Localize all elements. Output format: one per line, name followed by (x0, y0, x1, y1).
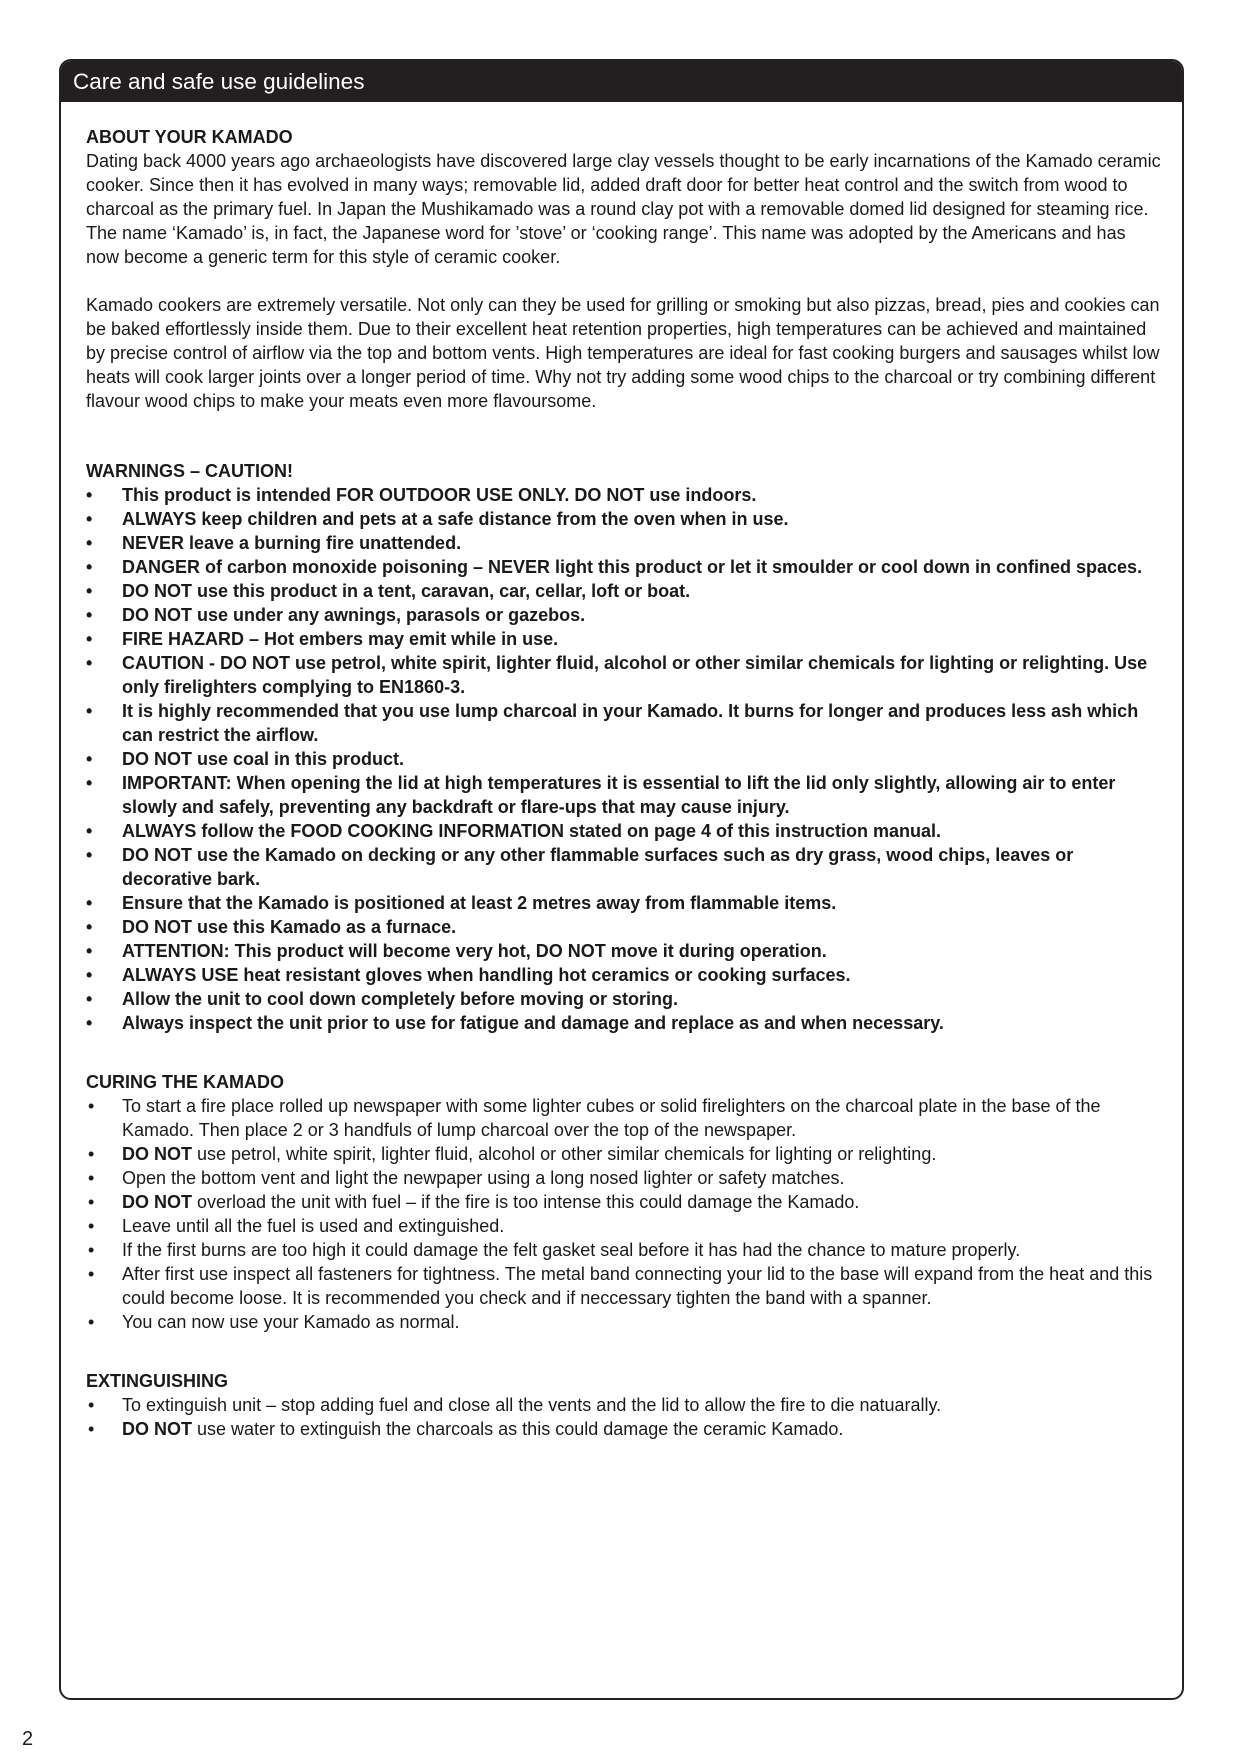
bullet-icon: • (86, 917, 93, 937)
section-header: Care and safe use guidelines (61, 61, 1182, 102)
list-item (86, 531, 1161, 555)
item-text: FIRE HAZARD – Hot embers may emit while in use. (122, 629, 559, 649)
about-paragraph-1: Dating back 4000 years ago archaeologists have discovered large clay vessels thought to be early incarnations of the Kamado ceramic cooker. Since then it has evolved in many ways; removable lid, added draft door for better heat control and the switch from wood to charcoal as the primary fuel. In Japan the Mushikamado was a round clay pot with a removable domed lid designed for steaming rice. The name ‘Kamado’ is, in fact, the Japanese word for ’stove’ or ‘cooking range’. This name was adopted by the Americans and has now become a generic term for this style of ceramic cooker. (86, 151, 1161, 267)
bullet-icon: • (86, 845, 93, 865)
bullet-icon: • (86, 581, 93, 601)
bullet-icon: • (88, 1096, 95, 1116)
item-text: DO NOT use under any awnings, parasols or gazebos. (122, 605, 586, 625)
bullet-icon: • (88, 1192, 95, 1212)
emphasis-text: DO NOT (122, 1192, 192, 1212)
item-text: DO NOT use this product in a tent, caravan, car, cellar, loft or boat. (122, 581, 691, 601)
curing-heading: CURING THE KAMADO (86, 1072, 284, 1092)
list-item (86, 963, 1161, 987)
bullet-icon: • (86, 989, 93, 1009)
list-item (86, 1393, 1161, 1417)
list-item (86, 603, 1161, 627)
list-item (86, 1142, 1161, 1166)
list-item (86, 579, 1161, 603)
item-text: This product is intended FOR OUTDOOR USE ONLY. DO NOT use indoors. (122, 485, 757, 505)
item-text: Allow the unit to cool down completely before moving or storing. (122, 989, 679, 1009)
bullet-icon: • (88, 1312, 95, 1332)
extinguishing-heading: EXTINGUISHING (86, 1371, 229, 1391)
item-text: It is highly recommended that you use lump charcoal in your Kamado. It burns for longer and produces less ash which can restrict the airflow. (122, 701, 1139, 745)
guidelines-panel (59, 59, 1184, 1700)
about-paragraph-2: Kamado cookers are extremely versatile. Not only can they be used for grilling or smoking but also pizzas, bread, pies and cookies can be baked effortlessly inside them. Due to their excellent heat retention properties, high temperatures can be achieved and maintained by precise control of airflow via the top and bottom vents. High temperatures are ideal for fast cooking burgers and sausages whilst low heats will cook larger joints over a longer period of time. Why not try adding some wood chips to the charcoal or try combining different flavour wood chips to make your meats even more flavoursome. (86, 295, 1160, 411)
item-text: DO NOT use this Kamado as a furnace. (122, 917, 457, 937)
list-item (86, 1238, 1161, 1262)
item-text: ALWAYS keep children and pets at a safe distance from the oven when in use. (122, 509, 789, 529)
curing-list (86, 1094, 1161, 1334)
warnings-section (86, 459, 1161, 1035)
bullet-icon: • (86, 1013, 93, 1033)
item-text: IMPORTANT: When opening the lid at high temperatures it is essential to lift the lid only slightly, allowing air to enter slowly and safely, preventing any backdraft or flare-ups that may cause injury. (122, 773, 1116, 817)
page-number: 2 (22, 1728, 34, 1750)
list-item (86, 891, 1161, 915)
item-text: ALWAYS follow the FOOD COOKING INFORMATION stated on page 4 of this instruction manual. (122, 821, 942, 841)
bullet-icon: • (86, 749, 93, 769)
bullet-icon: • (86, 893, 93, 913)
list-item (86, 1417, 1161, 1441)
item-text: use water to extinguish the charcoals as this could damage the ceramic Kamado. (192, 1419, 844, 1439)
item-text: You can now use your Kamado as normal. (122, 1312, 460, 1332)
list-item (86, 1262, 1161, 1310)
list-item (86, 1166, 1161, 1190)
bullet-icon: • (86, 653, 93, 673)
list-item (86, 771, 1161, 819)
bullet-icon: • (86, 509, 93, 529)
bullet-icon: • (88, 1240, 95, 1260)
item-text: ATTENTION: This product will become very hot, DO NOT move it during operation. (122, 941, 827, 961)
guidelines-content (86, 125, 1161, 1441)
item-text: To extinguish unit – stop adding fuel and close all the vents and the lid to allow the fire to die natuarally. (122, 1395, 942, 1415)
list-item (86, 627, 1161, 651)
bullet-icon: • (88, 1144, 95, 1164)
bullet-icon: • (86, 557, 93, 577)
bullet-icon: • (86, 485, 93, 505)
bullet-icon: • (88, 1168, 95, 1188)
item-text: After first use inspect all fasteners for tightness. The metal band connecting your lid to the base will expand from the heat and this could become loose. It is recommended you check and if neccessary tighten the band with a spanner. (122, 1264, 1153, 1308)
item-text: If the first burns are too high it could damage the felt gasket seal before it has had the chance to mature properly. (122, 1240, 1021, 1260)
bullet-icon: • (86, 941, 93, 961)
bullet-icon: • (86, 821, 93, 841)
item-text: ALWAYS USE heat resistant gloves when handling hot ceramics or cooking surfaces. (122, 965, 851, 985)
list-item (86, 1190, 1161, 1214)
item-text: Leave until all the fuel is used and extinguished. (122, 1216, 505, 1236)
bullet-icon: • (86, 701, 93, 721)
about-heading: ABOUT YOUR KAMADO (86, 127, 293, 147)
item-text: NEVER leave a burning fire unattended. (122, 533, 462, 553)
list-item (86, 747, 1161, 771)
item-text: Always inspect the unit prior to use for fatigue and damage and replace as and when necessary. (122, 1013, 944, 1033)
list-item (86, 1011, 1161, 1035)
list-item (86, 555, 1161, 579)
list-item (86, 819, 1161, 843)
item-text: DANGER of carbon monoxide poisoning – NEVER light this product or let it smoulder or cool down in confined spaces. (122, 557, 1143, 577)
curing-section (86, 1070, 1161, 1334)
item-text: DO NOT use coal in this product. (122, 749, 405, 769)
item-text: To start a fire place rolled up newspaper with some lighter cubes or solid firelighters on the charcoal plate in the base of the Kamado. Then place 2 or 3 handfuls of lump charcoal over the top of the newspaper. (122, 1096, 1101, 1140)
item-text: Open the bottom vent and light the newpaper using a long nosed lighter or safety matches. (122, 1168, 845, 1188)
extinguishing-section (86, 1369, 1161, 1441)
list-item (86, 843, 1161, 891)
item-text: Ensure that the Kamado is positioned at least 2 metres away from flammable items. (122, 893, 837, 913)
extinguishing-list (86, 1393, 1161, 1441)
bullet-icon: • (86, 629, 93, 649)
item-text: overload the unit with fuel – if the fire is too intense this could damage the Kamado. (192, 1192, 860, 1212)
warnings-list (86, 483, 1161, 1035)
bullet-icon: • (86, 605, 93, 625)
emphasis-text: DO NOT (122, 1419, 192, 1439)
list-item (86, 651, 1161, 699)
bullet-icon: • (86, 533, 93, 553)
bullet-icon: • (86, 773, 93, 793)
item-text: DO NOT use the Kamado on decking or any other flammable surfaces such as dry grass, wood chips, leaves or decorative bark. (122, 845, 1074, 889)
list-item (86, 483, 1161, 507)
bullet-icon: • (88, 1216, 95, 1236)
item-text: CAUTION - DO NOT use petrol, white spirit, lighter fluid, alcohol or other similar chemicals for lighting or relighting. Use only firelighters complying to EN1860-3. (122, 653, 1148, 697)
item-text: use petrol, white spirit, lighter fluid, alcohol or other similar chemicals for lighting or relighting. (192, 1144, 937, 1164)
emphasis-text: DO NOT (122, 1144, 192, 1164)
list-item (86, 1310, 1161, 1334)
list-item (86, 1214, 1161, 1238)
list-item (86, 1094, 1161, 1142)
about-section (86, 125, 1161, 413)
warnings-heading: WARNINGS – CAUTION! (86, 461, 293, 481)
list-item (86, 939, 1161, 963)
list-item (86, 987, 1161, 1011)
list-item (86, 915, 1161, 939)
list-item (86, 507, 1161, 531)
bullet-icon: • (88, 1395, 95, 1415)
list-item (86, 699, 1161, 747)
bullet-icon: • (88, 1264, 95, 1284)
bullet-icon: • (86, 965, 93, 985)
bullet-icon: • (88, 1419, 95, 1439)
